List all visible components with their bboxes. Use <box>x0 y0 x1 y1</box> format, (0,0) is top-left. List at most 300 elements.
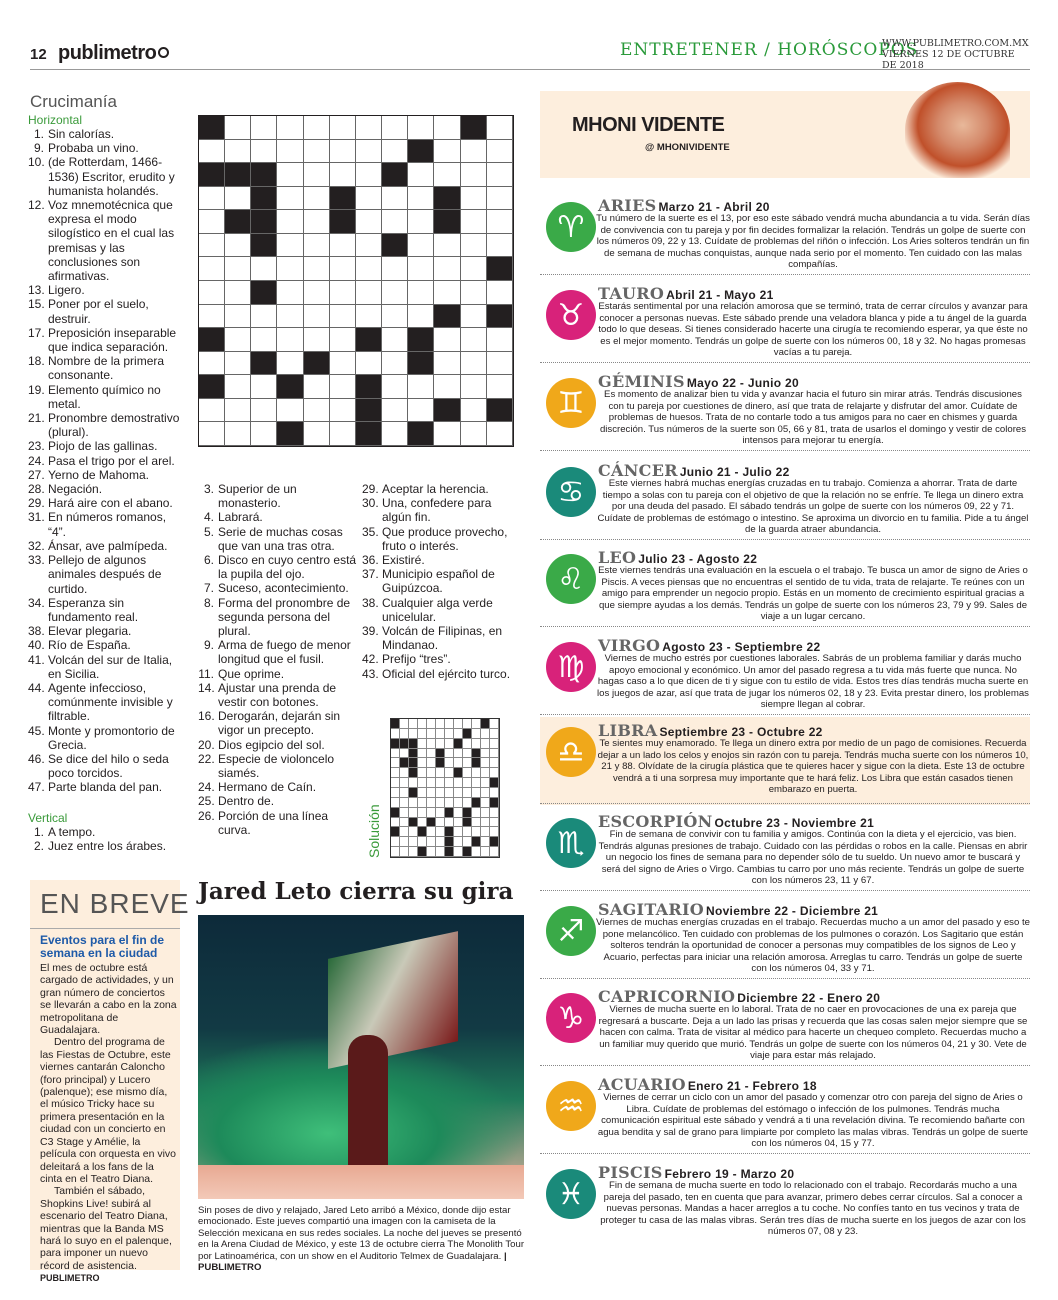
grid-cell <box>251 399 277 423</box>
grid-cell <box>434 234 460 258</box>
solution-cell <box>490 788 499 798</box>
grid-cell <box>356 281 382 305</box>
grid-cell <box>382 281 408 305</box>
solution-cell <box>400 768 409 778</box>
grid-cell <box>225 163 251 187</box>
clue-text: Superior de un monasterio. <box>218 482 297 511</box>
solution-cell <box>418 768 427 778</box>
solution-cell <box>445 808 454 818</box>
clue <box>28 780 186 794</box>
divider <box>540 362 1030 363</box>
divider <box>540 978 1030 979</box>
solution-cell <box>463 837 472 847</box>
grid-cell <box>408 257 434 281</box>
solution-cell <box>391 798 400 808</box>
grid-cell <box>225 328 251 352</box>
solution-cell <box>409 788 418 798</box>
solution-cell <box>409 778 418 788</box>
solution-cell <box>427 729 436 739</box>
solution-cell <box>400 749 409 759</box>
solution-cell <box>391 729 400 739</box>
clue-number: 29. <box>28 496 45 511</box>
solution-cell <box>409 818 418 828</box>
solution-cell <box>445 739 454 749</box>
clue-number: 38. <box>362 595 379 610</box>
grid-cell <box>251 305 277 329</box>
grid-cell <box>330 375 356 399</box>
grid-cell <box>199 305 225 329</box>
clue-number: 1. <box>33 825 44 839</box>
solution-cell <box>436 788 445 798</box>
grid-cell <box>199 422 225 446</box>
vertical-label: Vertical <box>28 811 68 825</box>
solution-cell <box>490 768 499 778</box>
grid-cell <box>277 257 303 281</box>
clue <box>198 553 358 581</box>
clue-number: 13. <box>28 283 45 298</box>
sign-dates: Marzo 21 - Abril 20 <box>658 200 770 214</box>
grid-cell <box>330 422 356 446</box>
zodiac-icon: ♉ <box>546 290 596 340</box>
grid-cell <box>304 140 330 164</box>
caption-credit: | PUBLIMETRO <box>198 1250 507 1274</box>
grid-cell <box>408 422 434 446</box>
clue-number: 6. <box>203 553 214 568</box>
solution-cell <box>454 818 463 828</box>
grid-cell <box>434 399 460 423</box>
sign-text: Viernes de muchas energías cruzadas en el trabajo. Recuerdas mucho a un amor del pasado y eso te pone melancólico. Ten cuidado con problemas de los pulmones o corazón. Los Sagitario que están solteros tendrán la oportunidad de conocer a personas muy compatibles de los signos de Leo y Acuario, perfectas para iniciar una relación amorosa. Arreglas tu carro. Tendrás un golpe de suerte con los números 04, 33 y 71. <box>596 917 1030 975</box>
solution-cell <box>490 778 499 788</box>
clue <box>28 141 186 155</box>
grid-cell <box>199 187 225 211</box>
grid-cell <box>199 116 225 140</box>
grid-cell <box>225 187 251 211</box>
sign-dates: Enero 21 - Febrero 18 <box>687 1079 817 1093</box>
clue-text: Se dice del hilo o seda poco torcidos. <box>48 751 169 781</box>
clue-text: Ajustar una prenda de vestir con botones. <box>218 680 337 710</box>
solution-cell <box>427 788 436 798</box>
grid-cell <box>225 305 251 329</box>
grid-cell <box>434 305 460 329</box>
clue <box>362 567 522 595</box>
grid-cell <box>251 116 277 140</box>
clue-text: Ligero. <box>48 283 85 298</box>
grid-cell <box>225 140 251 164</box>
vertical-clues-b <box>198 482 358 837</box>
sign-text: Estarás sentimental por una relación amorosa que se terminó, trata de cerrar círculos y avanzar para conocer a personas nuevas. Este sábado prende una veladora blanca y pide a tu ángel de la guarda todo lo que deseas. Si tienes considerado hacerte una cirugía te recomiendo esperar, ya que éste no es el mejor momento. Tendrás un golpe de suerte con los números 00, 18 y 32. No hagas promesas vacías a tu pareja. <box>598 301 1028 359</box>
grid-cell <box>461 305 487 329</box>
zodiac-icon: ♐ <box>546 906 596 956</box>
clue-text: Pronombre demostrativo (plural). <box>48 411 180 440</box>
sign-name: CÁNCER <box>598 461 678 480</box>
solution-cell <box>454 837 463 847</box>
solution-cell <box>463 768 472 778</box>
solution-cell <box>481 847 490 857</box>
sign-dates: Julio 23 - Agosto 22 <box>638 552 758 566</box>
concert-photo <box>198 915 524 1199</box>
grid-cell <box>225 116 251 140</box>
clue-number: 23. <box>28 439 45 454</box>
grid-cell <box>434 187 460 211</box>
solution-cell <box>454 778 463 788</box>
solution-cell <box>463 729 472 739</box>
grid-cell <box>408 140 434 164</box>
clue-number: 15. <box>28 297 45 312</box>
divider <box>540 714 1030 715</box>
sign-dates: Noviembre 22 - Diciembre 21 <box>705 904 879 918</box>
clue-number: 37. <box>362 567 379 582</box>
divider <box>540 803 1030 804</box>
clue-text: Yerno de Mahoma. <box>48 467 149 482</box>
grid-cell <box>225 210 251 234</box>
grid-cell <box>408 116 434 140</box>
solution-cell <box>418 758 427 768</box>
grid-cell <box>304 305 330 329</box>
clue-number: 27. <box>28 467 45 482</box>
breve-paragraph: También el sábado, Shopkins Live! subirá al escenario del Teatro Diana, mientras que la Banda MS hará lo suyo en el palenque, para imponer un nuevo récord de asistencia. <box>40 1185 172 1272</box>
clue-text: Oficial del ejército turco. <box>382 666 511 681</box>
clue <box>28 383 186 411</box>
grid-cell <box>487 140 513 164</box>
solution-cell <box>463 818 472 828</box>
clue <box>28 468 186 482</box>
clue <box>362 667 522 681</box>
breve-headline: Eventos para el fin de semana en la ciudad <box>40 933 165 960</box>
grid-cell <box>382 187 408 211</box>
solution-cell <box>409 749 418 759</box>
solution-cell <box>490 847 499 857</box>
grid-cell <box>487 375 513 399</box>
divider <box>30 928 180 929</box>
grid-cell <box>304 234 330 258</box>
grid-cell <box>277 210 303 234</box>
clue-number: 24. <box>28 453 45 468</box>
solution-cell <box>463 847 472 857</box>
solution-cell <box>418 808 427 818</box>
grid-cell <box>356 210 382 234</box>
clue-number: 5. <box>203 524 214 539</box>
clue <box>362 624 522 652</box>
grid-cell <box>356 399 382 423</box>
solution-cell <box>391 778 400 788</box>
grid-cell <box>382 305 408 329</box>
grid-cell <box>225 422 251 446</box>
clue-text: Negación. <box>48 482 103 497</box>
solution-cell <box>454 749 463 759</box>
clue-number: 16. <box>198 709 215 724</box>
solution-cell <box>472 739 481 749</box>
solution-cell <box>463 719 472 729</box>
grid-cell <box>461 352 487 376</box>
solution-cell <box>418 749 427 759</box>
sign-5 <box>540 632 1030 716</box>
sign-name: TAURO <box>598 284 665 303</box>
clue <box>28 653 186 681</box>
clue-number: 12. <box>28 198 45 213</box>
clue-text: Probaba un vino. <box>48 141 139 156</box>
clue-number: 40. <box>28 638 45 653</box>
clue-text: Labrará. <box>218 510 263 525</box>
solution-cell <box>418 847 427 857</box>
solution-cell <box>490 729 499 739</box>
grid-cell <box>461 210 487 234</box>
grid-cell <box>408 305 434 329</box>
grid-cell <box>434 352 460 376</box>
grid-cell <box>277 234 303 258</box>
solution-cell <box>436 739 445 749</box>
grid-cell <box>487 257 513 281</box>
solution-cell <box>400 798 409 808</box>
solution-cell <box>436 778 445 788</box>
grid-cell <box>356 375 382 399</box>
solution-cell <box>445 778 454 788</box>
clue-number: 41. <box>28 652 45 667</box>
solution-cell <box>445 827 454 837</box>
solution-cell <box>418 719 427 729</box>
grid-cell <box>251 187 277 211</box>
sign-name: ACUARIO <box>598 1075 686 1094</box>
clue <box>198 581 358 595</box>
zodiac-icon: ♓ <box>546 1169 596 1219</box>
mhoni-name: MHONI VIDENTE <box>572 114 725 136</box>
grid-cell <box>304 210 330 234</box>
grid-cell <box>487 116 513 140</box>
grid-cell <box>382 234 408 258</box>
divider <box>540 1065 1030 1066</box>
solution-cell <box>463 778 472 788</box>
grid-cell <box>277 116 303 140</box>
solution-cell <box>391 719 400 729</box>
solution-cell <box>391 827 400 837</box>
clue-text: Volcán de Filipinas, en Mindanao. <box>382 624 503 653</box>
clue-number: 31. <box>28 510 45 525</box>
clue <box>198 638 358 666</box>
horizontal-clues <box>28 127 186 795</box>
divider <box>540 450 1030 451</box>
solution-cell <box>472 729 481 739</box>
clue-number: 18. <box>28 354 45 369</box>
grid-cell <box>330 140 356 164</box>
clue <box>198 596 358 639</box>
clue-text: Parte blanda del pan. <box>48 780 163 795</box>
grid-cell <box>304 187 330 211</box>
solution-cell <box>409 798 418 808</box>
solution-cell <box>472 778 481 788</box>
grid-cell <box>304 352 330 376</box>
sign-4 <box>540 544 1030 628</box>
sign-7 <box>540 808 1030 892</box>
clue <box>28 752 186 780</box>
clue-text: Forma del pronombre de segunda persona del plural. <box>218 595 351 639</box>
solution-cell <box>481 749 490 759</box>
grid-cell <box>251 281 277 305</box>
solution-cell <box>418 818 427 828</box>
clue-text: Que oprime. <box>218 666 285 681</box>
mhoni-handle: @ MHONIVIDENTE <box>645 142 730 153</box>
sign-name: LIBRA <box>598 721 658 740</box>
solution-cell <box>400 818 409 828</box>
grid-cell <box>356 352 382 376</box>
solution-cell <box>409 808 418 818</box>
solution-label: Solución <box>366 804 382 858</box>
clue-text: Aceptar la herencia. <box>382 482 489 496</box>
solution-cell <box>490 719 499 729</box>
publimetro-logo <box>58 42 169 65</box>
sign-text: Viernes de mucho estrés por cuestiones laborales. Sabrás de un problema familiar y darás mucho apoyo emocional y económico. Un amor del pasado regresa a tu vida más fuerte que nunca. No hagas caso a lo que dicen de ti y sigue con tu estilo de vida. Estos tres días tendrás mucha suerte en los juegos de azar, así que trata de jugar los números 02, 18 y 23. Evita prestar dinero, los problemas siempre llegan al cobrar. <box>597 653 1029 711</box>
clue-number: 22. <box>198 751 215 766</box>
grid-cell <box>251 210 277 234</box>
clue-number: 17. <box>28 325 45 340</box>
solution-cell <box>418 837 427 847</box>
grid-cell <box>461 187 487 211</box>
sign-text: Este viernes tendrás una evaluación en la escuela o el trabajo. Te busca un amor de signo de Aries o Piscis. A veces piensas que no encuentras el sentido de tu vida, trata de relajarte. Te reúnes con un amigo para emprender un negocio propio. Estás en un momento de crecimiento espiritual gracias a que siempre ayudas a los demás. Tendrás un golpe de suerte con los números 23, 79 y 99. Sales de viaje a un lugar cercano. <box>598 565 1028 623</box>
clue-text: Juez entre los árabes. <box>48 839 167 854</box>
solution-cell <box>472 768 481 778</box>
sign-3 <box>540 457 1030 541</box>
grid-cell <box>199 399 225 423</box>
solution-cell <box>481 788 490 798</box>
solution-cell <box>427 719 436 729</box>
clue <box>28 638 186 652</box>
grid-cell <box>277 375 303 399</box>
clue-number: 2. <box>33 839 44 854</box>
grid-cell <box>356 328 382 352</box>
solution-cell <box>400 719 409 729</box>
site-info <box>882 38 1030 71</box>
clue <box>198 681 358 709</box>
clue-number: 33. <box>28 553 45 568</box>
solution-cell <box>463 758 472 768</box>
grid-cell <box>434 257 460 281</box>
clue <box>28 553 186 596</box>
grid-cell <box>408 163 434 187</box>
clue <box>198 809 358 837</box>
solution-cell <box>445 719 454 729</box>
grid-cell <box>251 328 277 352</box>
grid-cell <box>304 257 330 281</box>
clue-number: 9. <box>33 141 44 156</box>
clue-number: 9. <box>203 638 214 653</box>
solution-cell <box>454 719 463 729</box>
page-header <box>30 40 1030 70</box>
clue-text: Volcán del sur de Italia, en Sicilia. <box>48 652 173 681</box>
clue <box>362 482 522 496</box>
solution-cell <box>436 749 445 759</box>
grid-cell <box>330 305 356 329</box>
section-title: ENTRETENER / HORÓSCOPOS <box>620 40 919 60</box>
solution-cell <box>400 729 409 739</box>
grid-cell <box>461 163 487 187</box>
solution-cell <box>463 739 472 749</box>
clue <box>198 482 358 510</box>
clue-number: 45. <box>28 723 45 738</box>
breve-paragraph: Dentro del programa de las Fiestas de Octubre, este viernes cantarán Caloncho (foro principal) y Lucero (palenque); ese mismo día, el músico Tricky hace su primera presentación en la ciudad con un concierto en C3 Stage y Amélie, la película con orquesta en vivo deleitará a los fans de la cinta en el Teatro Diana. <box>40 1036 177 1185</box>
grid-cell <box>461 140 487 164</box>
grid-cell <box>487 328 513 352</box>
grid-cell <box>408 352 434 376</box>
clue-text: Arma de fuego de menor longitud que el fusil. <box>218 638 351 667</box>
solution-cell <box>427 827 436 837</box>
solution-cell <box>454 788 463 798</box>
solution-cell <box>400 847 409 857</box>
grid-cell <box>356 116 382 140</box>
solution-cell <box>490 758 499 768</box>
grid-cell <box>356 163 382 187</box>
solution-cell <box>409 768 418 778</box>
clue-text: Porción de una línea curva. <box>218 808 329 837</box>
solution-cell <box>454 758 463 768</box>
divider <box>540 1153 1030 1154</box>
solution-cell <box>481 827 490 837</box>
solution-cell <box>445 818 454 828</box>
clue-number: 36. <box>362 553 379 568</box>
sign-name: ESCORPIÓN <box>598 812 713 831</box>
solution-cell <box>481 808 490 818</box>
grid-cell <box>330 352 356 376</box>
grid-cell <box>434 163 460 187</box>
clue-number: 25. <box>198 794 215 809</box>
sign-name: PISCIS <box>598 1163 663 1182</box>
logo-text: publimetro <box>58 42 157 64</box>
grid-cell <box>408 210 434 234</box>
solution-cell <box>490 749 499 759</box>
solution-cell <box>454 808 463 818</box>
solution-cell <box>463 798 472 808</box>
clue-text: Río de España. <box>48 638 131 653</box>
photo-caption <box>198 1205 526 1273</box>
grid-cell <box>199 234 225 258</box>
solution-cell <box>427 768 436 778</box>
globe-icon <box>158 47 169 58</box>
zodiac-icon: ♋ <box>546 467 596 517</box>
clue-text: Suceso, acontecimiento. <box>218 581 349 596</box>
solution-cell <box>436 729 445 739</box>
solution-cell <box>445 758 454 768</box>
sign-name: LEO <box>598 548 637 567</box>
clue <box>28 198 186 283</box>
clue-text: Dios egipcio del sol. <box>218 737 325 752</box>
clue-text: Municipio español de Guipúzcoa. <box>382 567 495 596</box>
clue-number: 21. <box>28 411 45 426</box>
clue-text: En números romanos, “4”. <box>48 510 167 539</box>
sign-text: Viernes de cerrar un ciclo con un amor del pasado y comenzar otro con pareja del signo de Aries o Libra. Cuídate de problemas del estómago o infección de los pulmones. Tendrás mucha comunicación espiritual este sábado y vendrá a ti una revelación divina. Te recomiendo bañarte con agua bendita y sal de grano para limpiarte por completo las malas vibras. Tendrás un golpe de suerte con los números 04, 15 y 77. <box>597 1092 1029 1150</box>
clue-text: Derogarán, dejarán sin vigor un precepto. <box>218 709 341 738</box>
clue-number: 29. <box>362 482 379 496</box>
grid-cell <box>408 375 434 399</box>
clue-number: 28. <box>28 482 45 497</box>
clue <box>198 525 358 553</box>
sign-text: Este viernes habrá muchas energías cruzadas en tu trabajo. Comienza a ahorrar. Trata de darte tiempo a solas con tu pareja con el objetivo de que la relación no se enfríe. Te llega un dinero extra por una deuda del pasado. El sábado tendrás un golpe de suerte con los números 09, 22 y 71. Cuídate de problemas de estómago o intestino. Se aproxima un divorcio en tu familia. Pide a tu ángel de la guarda atraer abundancia. <box>597 478 1029 536</box>
clue-text: Nombre de la primera consonante. <box>48 354 165 383</box>
solution-cell <box>427 778 436 788</box>
solution-cell <box>481 719 490 729</box>
grid-cell <box>225 352 251 376</box>
sign-2 <box>540 368 1030 452</box>
solution-cell <box>418 798 427 808</box>
grid-cell <box>461 399 487 423</box>
clue <box>28 482 186 496</box>
solution-cell <box>481 729 490 739</box>
grid-cell <box>199 140 225 164</box>
solution-cell <box>391 818 400 828</box>
grid-cell <box>330 281 356 305</box>
sign-dates: Mayo 22 - Junio 20 <box>686 376 799 390</box>
crossword-title: Crucimanía <box>30 92 117 111</box>
clue-text: A tempo. <box>48 825 96 839</box>
grid-cell <box>330 163 356 187</box>
grid-cell <box>251 234 277 258</box>
clue <box>28 326 186 354</box>
